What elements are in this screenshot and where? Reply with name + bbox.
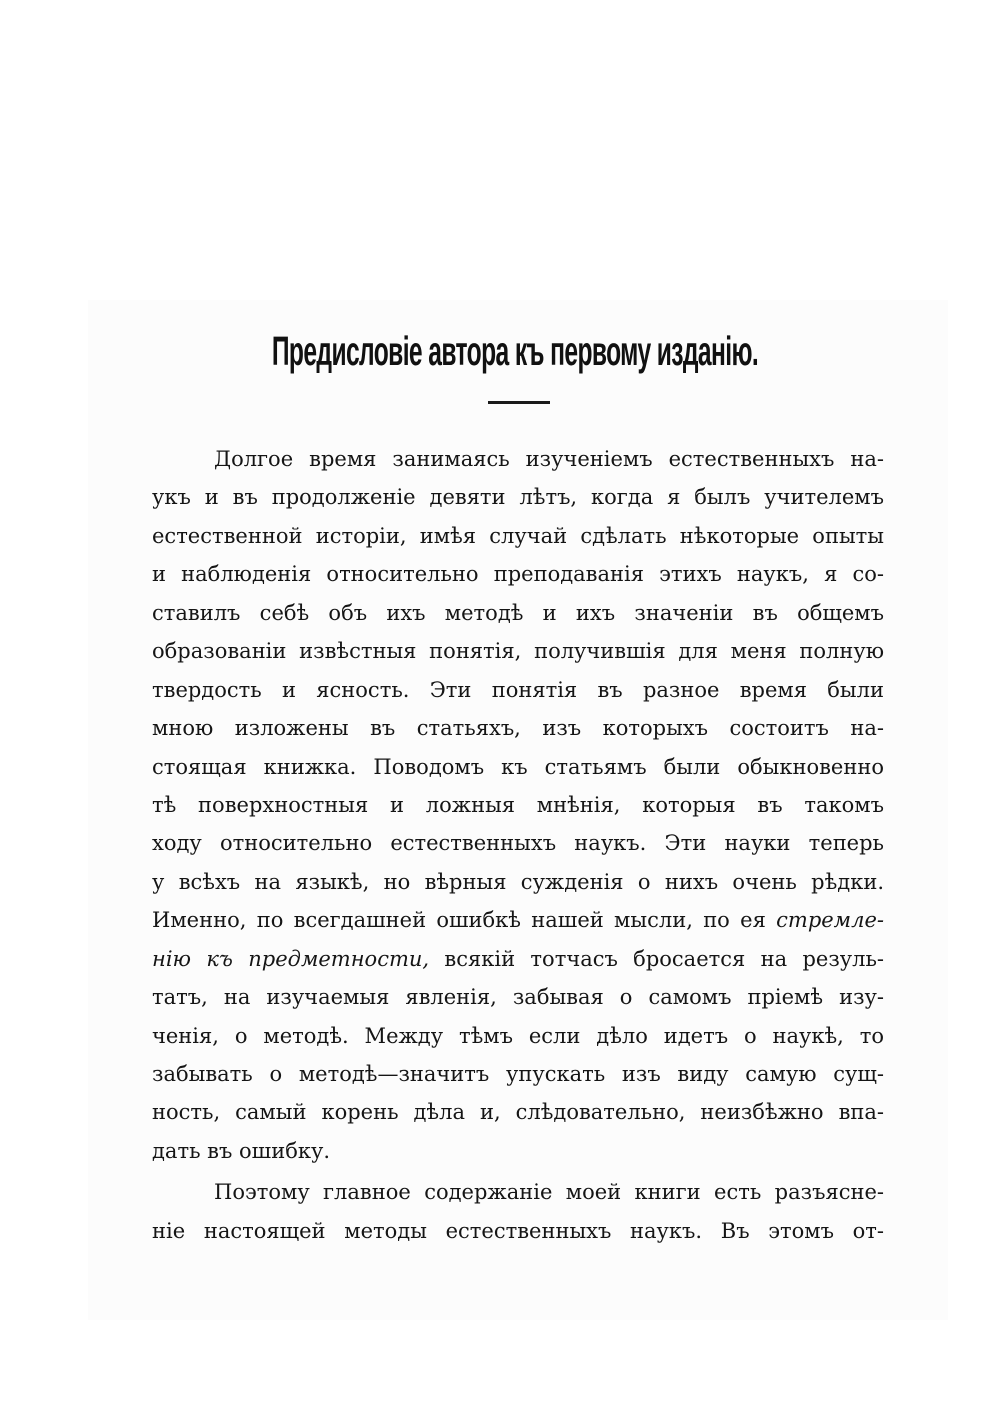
text-line <box>152 901 884 939</box>
text-line: Поэтому главное содержаніе моей книги есть разъясне- <box>214 1180 884 1205</box>
text-line: твердость и ясность. Эти понятія въ разное время были <box>152 677 884 702</box>
text-line: укъ и въ продолженіе девяти лѣтъ, когда я былъ учителемъ <box>152 485 884 510</box>
text-segment: всякій тотчасъ бросается на резуль- <box>444 946 884 971</box>
text-line: Долгое время занимаясь изученіемъ естественныхъ на- <box>214 447 884 471</box>
emphasis-text: нію къ предметности, <box>152 946 430 971</box>
text-line: тѣ поверхностныя и ложныя мнѣнія, которыя въ такомъ <box>152 792 884 817</box>
body-text <box>152 440 884 1250</box>
text-line: естественной исторіи, имѣя случай сдѣлать нѣкоторые опыты <box>152 523 884 548</box>
text-line: ходу относительно естественныхъ наукъ. Эти науки теперь <box>152 831 884 856</box>
text-line: ставилъ себѣ объ ихъ методѣ и ихъ значеніи въ общемъ <box>152 600 884 625</box>
text-line: стоящая книжка. Поводомъ къ статьямъ были обыкновенно <box>152 754 884 779</box>
text-line: дать въ ошибку. <box>152 1138 330 1163</box>
text-line: ченія, о методѣ. Между тѣмъ если дѣло идетъ о наукѣ, то <box>152 1023 884 1048</box>
text-line: ніе настоящей методы естественныхъ наукъ. Въ этомъ от- <box>152 1218 884 1243</box>
text-line <box>152 940 884 978</box>
text-line: забывать о методѣ—значитъ упускать изъ виду самую сущ- <box>152 1062 884 1086</box>
text-line: мною изложены въ статьяхъ, изъ которыхъ состоитъ на- <box>152 716 884 741</box>
text-line: образованіи извѣстныя понятія, получившія для меня полную <box>152 639 884 664</box>
text-segment: Именно, по всегдашней ошибкѣ нашей мысли, по ея <box>152 908 766 933</box>
text-line: у всѣхъ на языкѣ, но вѣрныя сужденія о нихъ очень рѣдки. <box>152 869 884 894</box>
text-line: татъ, на изучаемыя явленія, забывая о самомъ пріемѣ изу- <box>152 985 884 1010</box>
page-title: Предисловіе автора къ первому изданію. <box>271 328 759 374</box>
text-line: и наблюденія относительно преподаванія этихъ наукъ, я со- <box>152 562 884 587</box>
emphasis-text: стремле- <box>776 908 884 933</box>
text-line: ность, самый корень дѣла и, слѣдовательно, неизбѣжно впа- <box>152 1100 884 1125</box>
title-rule <box>488 401 550 404</box>
